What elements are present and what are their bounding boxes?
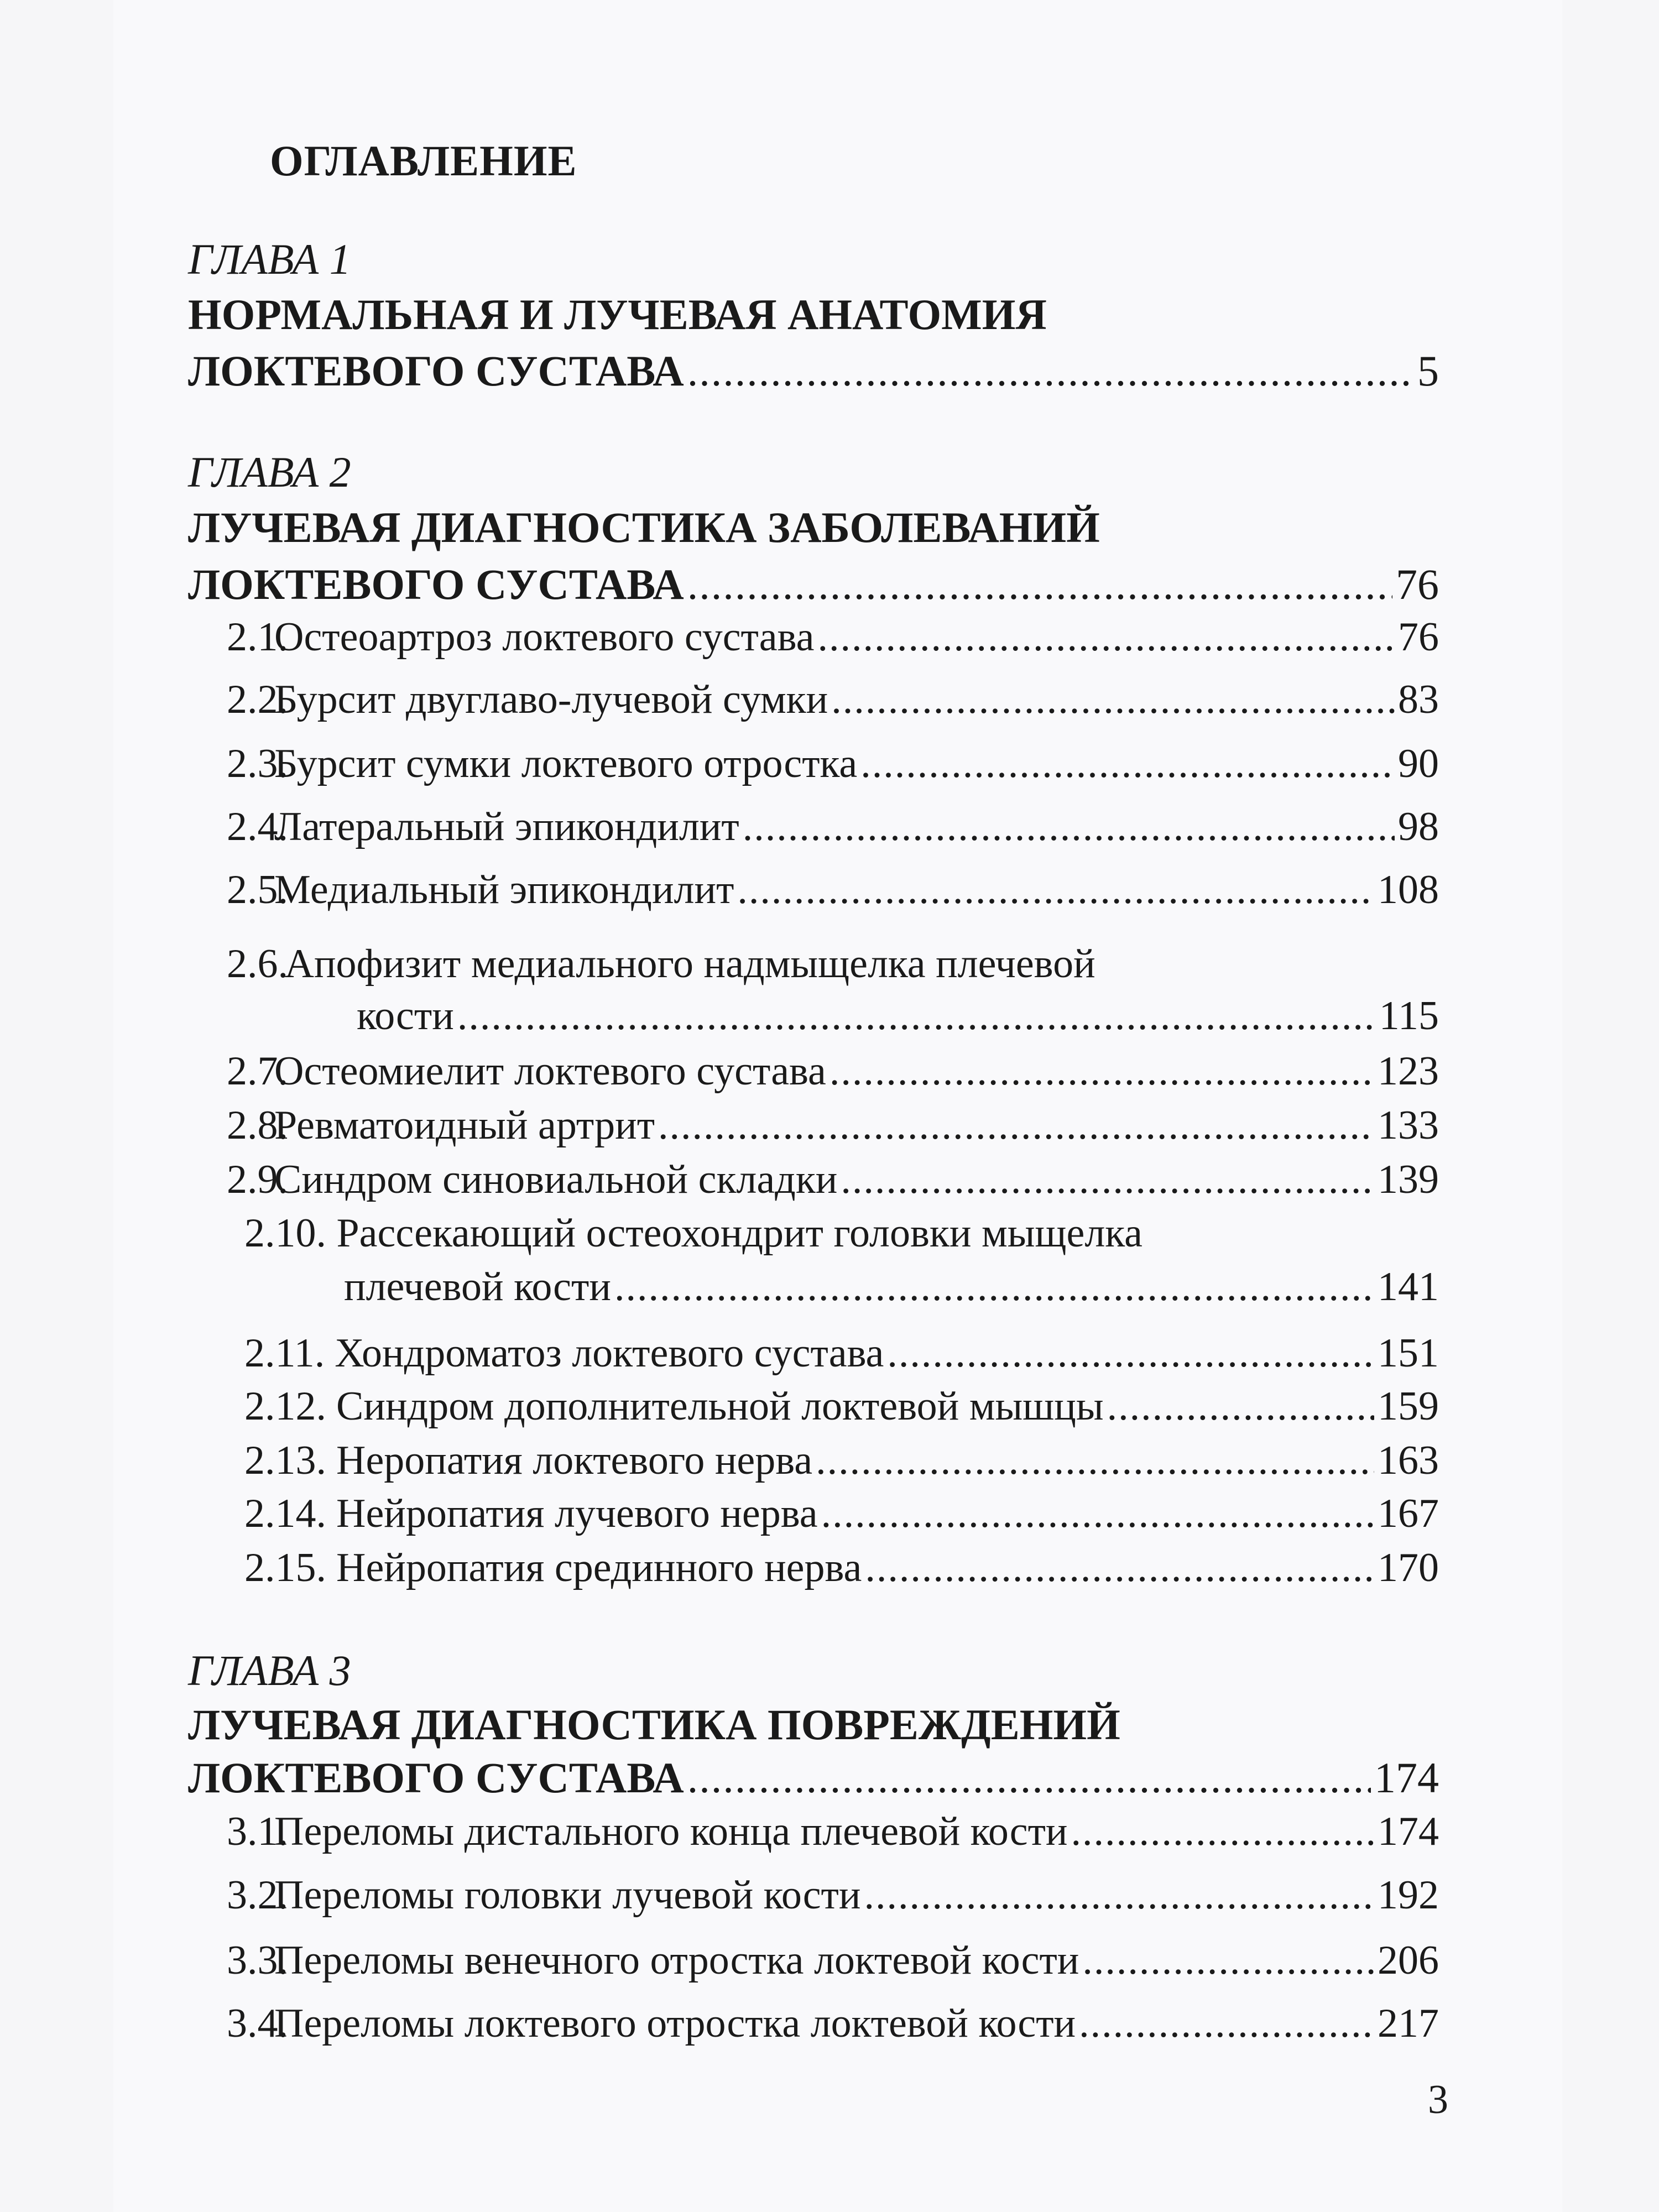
section-number: 2.15. (244, 1545, 326, 1590)
toc-entry-2-15[interactable] (244, 1547, 1439, 1588)
section-title: Переломы локтевого отростка локтевой кости (274, 2001, 1076, 2046)
toc-entry-2-5[interactable] (227, 869, 1439, 910)
toc-entry-2-6-line1[interactable] (227, 941, 1095, 987)
page-ref: 151 (1378, 1331, 1439, 1376)
page-ref: 170 (1378, 1545, 1439, 1590)
leader-dots (457, 995, 1376, 1036)
leader-dots (830, 1051, 1374, 1092)
leader-dots (817, 617, 1395, 658)
section-title: Хондроматоз локтевого сустава (335, 1331, 884, 1376)
section-title: Синдром дополнительной локтевой мышцы (336, 1384, 1104, 1429)
leader-dots (816, 1440, 1374, 1481)
section-title: Нейропатия срединного нерва (336, 1545, 862, 1590)
toc-entry-2-11[interactable] (244, 1333, 1439, 1374)
section-number: 3.3. (227, 1938, 288, 1983)
toc-entry-chapter-1[interactable] (188, 349, 1439, 393)
toc-entry-3-1[interactable] (227, 1811, 1439, 1852)
chapter-1-heading: НОРМАЛЬНАЯ И ЛУЧЕВАЯ АНАТОМИЯ (188, 290, 1047, 338)
page-ref: 133 (1378, 1103, 1439, 1148)
section-title: Рассекающий остеохондрит головки мыщелка (336, 1211, 1142, 1256)
toc-title: ОГЛАВЛЕНИЕ (270, 137, 577, 185)
section-number: 3.4. (227, 2001, 288, 2046)
section-number: 2.5. (227, 867, 288, 912)
toc-entry-chapter-2[interactable] (188, 560, 1439, 608)
toc-entry-2-4[interactable] (227, 806, 1439, 847)
toc-entry-2-10-line2[interactable] (344, 1264, 1439, 1310)
leader-dots (687, 1756, 1371, 1799)
leader-dots (841, 1159, 1374, 1200)
leader-dots (865, 1547, 1374, 1588)
section-title: Ревматоидный артрит (274, 1103, 655, 1148)
chapter-2-heading: ЛУЧЕВАЯ ДИАГНОСТИКА ЗАБОЛЕВАНИЙ (188, 503, 1100, 551)
section-number: 2.14. (244, 1491, 326, 1536)
section-title-continued: плечевой кости (344, 1264, 611, 1310)
page-ref: 167 (1378, 1491, 1439, 1536)
chapter-2-heading-line2: ЛОКТЕВОГО СУСТАВА (188, 560, 684, 608)
leader-dots (1079, 2003, 1374, 2044)
section-number: 2.2. (227, 677, 288, 722)
section-title-continued: кости (357, 993, 454, 1039)
leader-dots (614, 1266, 1374, 1307)
section-title: Апофизит медиального надмыщелка плечевой (284, 941, 1095, 987)
toc-entry-3-2[interactable] (227, 1872, 1439, 1918)
leader-dots (831, 679, 1395, 720)
section-number: 2.12. (244, 1384, 326, 1429)
page-ref: 90 (1398, 741, 1439, 786)
section-title: Медиальный эпикондилит (274, 867, 734, 912)
toc-entry-2-3[interactable] (227, 743, 1439, 784)
leader-dots (1082, 1940, 1374, 1981)
leader-dots (1107, 1386, 1374, 1427)
section-number: 3.1. (227, 1809, 288, 1854)
page-ref: 76 (1396, 560, 1439, 608)
toc-entry-2-1[interactable] (227, 614, 1439, 660)
toc-entry-2-2[interactable] (227, 679, 1439, 720)
leader-dots (860, 743, 1395, 784)
section-title: Остеоартроз локтевого сустава (274, 614, 815, 660)
leader-dots (864, 1875, 1375, 1916)
toc-entry-2-7[interactable] (227, 1048, 1439, 1094)
section-title: Переломы венечного отростка локтевой кости (274, 1938, 1079, 1983)
toc-entry-2-10-line1[interactable] (244, 1213, 1142, 1254)
leader-dots (687, 349, 1414, 393)
leader-dots (658, 1105, 1374, 1146)
page-ref: 83 (1398, 677, 1439, 722)
leader-dots (1071, 1811, 1374, 1852)
page-ref: 174 (1374, 1754, 1439, 1802)
toc-entry-2-8[interactable] (227, 1105, 1439, 1146)
leader-dots (737, 869, 1374, 910)
toc-entry-2-6-line2[interactable] (357, 993, 1439, 1039)
toc-entry-3-3[interactable] (227, 1940, 1439, 1981)
chapter-3-label: ГЛАВА 3 (188, 1646, 351, 1694)
section-number: 2.13. (244, 1438, 326, 1483)
page-ref: 206 (1378, 1938, 1439, 1983)
section-number: 2.8. (227, 1103, 288, 1148)
page-ref: 174 (1378, 1809, 1439, 1854)
leader-dots (821, 1493, 1374, 1534)
section-title: Неропатия локтевого нерва (336, 1438, 813, 1483)
section-number: 2.9. (227, 1157, 288, 1202)
section-title: Бурсит двуглаво-лучевой сумки (274, 677, 828, 722)
page-ref: 217 (1378, 2001, 1439, 2046)
section-number: 2.6. (227, 941, 288, 987)
leader-dots (887, 1333, 1374, 1374)
section-number: 2.1. (227, 614, 288, 660)
page-ref: 139 (1378, 1157, 1439, 1202)
page-ref: 163 (1378, 1438, 1439, 1483)
section-number: 2.7. (227, 1048, 288, 1094)
section-title: Переломы дистального конца плечевой кости (274, 1809, 1068, 1854)
page-ref: 76 (1398, 614, 1439, 660)
page-ref: 108 (1378, 867, 1439, 912)
section-title: Остеомиелит локтевого сустава (274, 1048, 826, 1094)
chapter-1-heading-line2: ЛОКТЕВОГО СУСТАВА (188, 347, 684, 395)
toc-entry-chapter-3[interactable] (188, 1754, 1439, 1802)
page-number: 3 (1428, 2077, 1448, 2122)
page-ref: 192 (1378, 1872, 1439, 1918)
section-title: Синдром синовиальной складки (274, 1157, 838, 1202)
leader-dots (687, 563, 1392, 606)
section-number: 2.3. (227, 741, 288, 786)
page-ref: 5 (1417, 347, 1439, 395)
section-number: 2.4. (227, 804, 288, 849)
toc-entry-2-9[interactable] (227, 1159, 1439, 1200)
chapter-2-label: ГЛАВА 2 (188, 448, 351, 496)
chapter-3-heading-line2: ЛОКТЕВОГО СУСТАВА (188, 1754, 684, 1802)
page-ref: 115 (1379, 993, 1439, 1039)
section-title: Латеральный эпикондилит (274, 804, 739, 849)
section-title: Переломы головки лучевой кости (274, 1872, 861, 1918)
page-ref: 123 (1378, 1048, 1439, 1094)
chapter-1-label: ГЛАВА 1 (188, 235, 351, 283)
page-ref: 98 (1398, 804, 1439, 849)
page-ref: 141 (1378, 1264, 1439, 1310)
toc-entry-3-4[interactable] (227, 2003, 1439, 2044)
section-title: Бурсит сумки локтевого отростка (274, 741, 858, 786)
section-number: 3.2. (227, 1872, 288, 1918)
toc-entry-2-12[interactable] (244, 1386, 1439, 1427)
chapter-3-heading: ЛУЧЕВАЯ ДИАГНОСТИКА ПОВРЕЖДЕНИЙ (188, 1700, 1120, 1749)
page-ref: 159 (1378, 1384, 1439, 1429)
toc-entry-2-13[interactable] (244, 1440, 1439, 1481)
toc-entry-2-14[interactable] (244, 1493, 1439, 1534)
section-number: 2.11. (244, 1331, 325, 1376)
section-number: 2.10. (244, 1211, 326, 1256)
leader-dots (743, 806, 1395, 847)
section-title: Нейропатия лучевого нерва (336, 1491, 818, 1536)
